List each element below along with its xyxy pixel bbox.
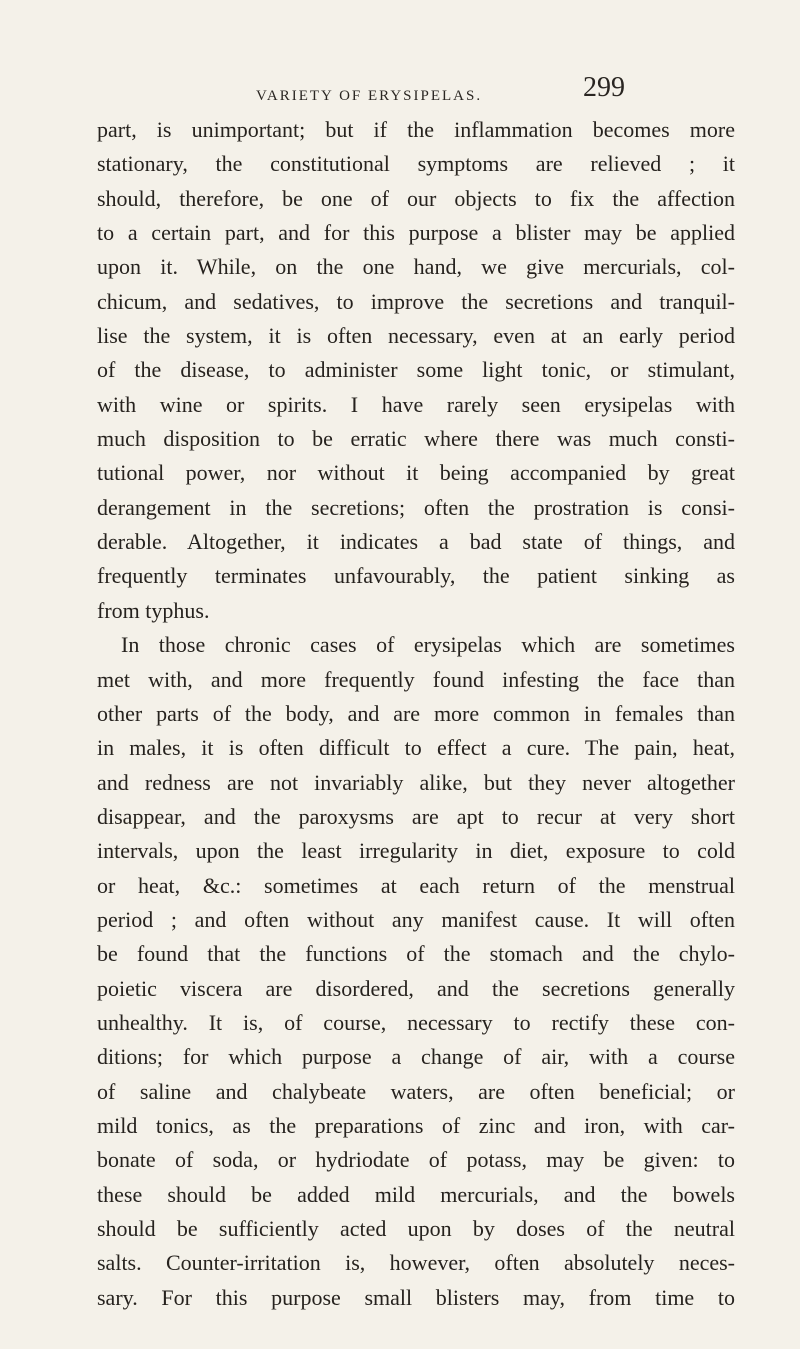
- text-line: with wine or spirits. I have rarely seen erysipelas with: [97, 391, 735, 417]
- body-text: [97, 113, 735, 1315]
- paragraph-end-line: from typhus.: [97, 597, 210, 623]
- text-line: period ; and often without any manifest cause. It will often: [97, 906, 735, 932]
- running-head: VARIETY OF ERYSIPELAS.: [256, 88, 483, 104]
- text-line: salts. Counter-irritation is, however, often absolutely neces-: [97, 1250, 735, 1276]
- text-line: should, therefore, be one of our objects to fix the affection: [97, 185, 735, 211]
- text-line: lise the system, it is often necessary, even at an early period: [97, 323, 735, 349]
- text-line: in males, it is often difficult to effect a cure. The pain, heat,: [97, 735, 735, 761]
- text-line: met with, and more frequently found infesting the face than: [97, 666, 735, 692]
- text-line: chicum, and sedatives, to improve the secretions and tranquil-: [97, 288, 735, 314]
- text-line: ditions; for which purpose a change of air, with a course: [97, 1044, 735, 1070]
- text-line: mild tonics, as the preparations of zinc and iron, with car-: [97, 1112, 735, 1138]
- text-line: these should be added mild mercurials, and the bowels: [97, 1181, 735, 1207]
- text-line: bonate of soda, or hydriodate of potass, may be given: to: [97, 1147, 735, 1173]
- text-line: to a certain part, and for this purpose a blister may be applied: [97, 220, 735, 246]
- text-line: derable. Altogether, it indicates a bad state of things, and: [97, 529, 735, 555]
- text-line: should be sufficiently acted upon by doses of the neutral: [97, 1216, 735, 1241]
- paragraph-start-line: In those chronic cases of erysipelas which are sometimes: [121, 632, 735, 658]
- text-line: be found that the functions of the stomach and the chylo-: [97, 941, 735, 967]
- text-line: of saline and chalybeate waters, are often beneficial; or: [97, 1078, 735, 1104]
- text-line: poietic viscera are disordered, and the secretions generally: [97, 975, 735, 1001]
- page-number: 299: [583, 72, 625, 103]
- text-line: disappear, and the paroxysms are apt to recur at very short: [97, 803, 735, 829]
- text-line: stationary, the constitutional symptoms are relieved ; it: [97, 151, 735, 177]
- text-line: or heat, &c.: sometimes at each return of the menstrual: [97, 872, 735, 898]
- text-line: unhealthy. It is, of course, necessary to rectify these con-: [97, 1009, 735, 1035]
- text-line: much disposition to be erratic where there was much consti-: [97, 426, 735, 452]
- page-header: [0, 22, 800, 104]
- text-line: upon it. While, on the one hand, we give mercurials, col-: [97, 254, 735, 280]
- text-line: part, is unimportant; but if the inflammation becomes more: [97, 117, 735, 142]
- text-line: tutional power, nor without it being accompanied by great: [97, 460, 735, 486]
- text-line: sary. For this purpose small blisters may, from time to: [97, 1284, 735, 1310]
- text-line: derangement in the secretions; often the prostration is consi-: [97, 494, 735, 520]
- text-line: intervals, upon the least irregularity in diet, exposure to cold: [97, 838, 735, 864]
- text-line: and redness are not invariably alike, but they never altogether: [97, 769, 735, 795]
- text-line: other parts of the body, and are more common in females than: [97, 700, 735, 726]
- text-line: frequently terminates unfavourably, the patient sinking as: [97, 563, 735, 589]
- text-line: of the disease, to administer some light tonic, or stimulant,: [97, 357, 735, 383]
